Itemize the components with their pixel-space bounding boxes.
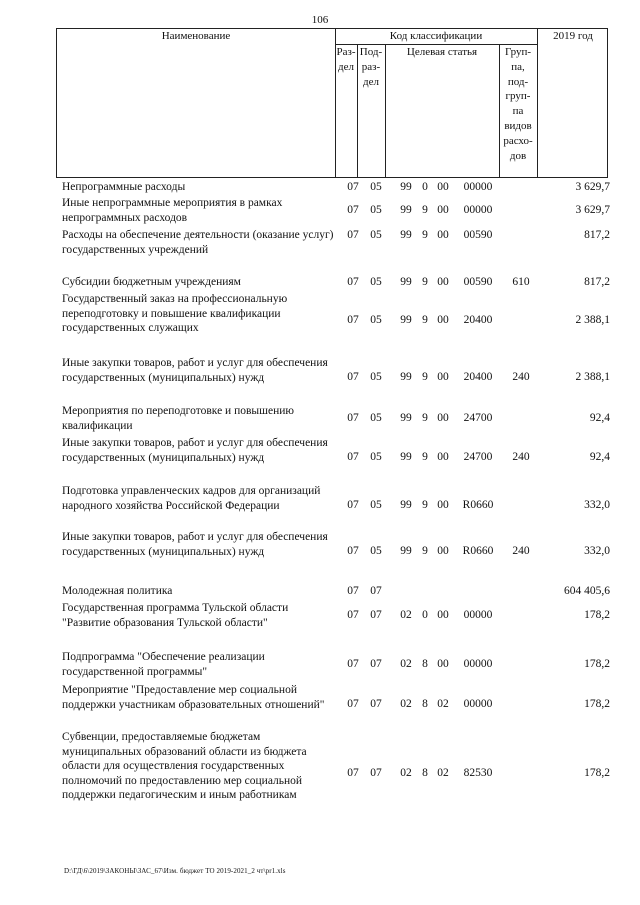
row-code-r: 07 — [347, 371, 359, 383]
row-name: Подпрограмма "Обеспечение реализации государственной программы" — [62, 651, 265, 678]
row-code-t2: 8 — [422, 767, 428, 779]
header-target: Целевая статья — [406, 46, 478, 58]
row-name: Иные закупки товаров, работ и услуг для обеспечения государственных (муниципальных) нужд — [62, 531, 328, 558]
row-code-t2: 9 — [422, 545, 428, 557]
row-code-t4: 00000 — [463, 181, 493, 193]
row-code-t4: 24700 — [463, 412, 493, 424]
row-code-r: 07 — [347, 229, 359, 241]
row-code-p: 05 — [370, 412, 382, 424]
row-code-r: 07 — [347, 698, 359, 710]
row-name: Государственная программа Тульской области "Развитие образования Тульской области" — [62, 602, 289, 629]
row-code-t2: 9 — [422, 276, 428, 288]
row-name: Иные закупки товаров, работ и услуг для обеспечения государственных (муниципальных) нужд — [62, 357, 328, 384]
row-code-t3: 00 — [437, 499, 449, 511]
row-code-t3: 00 — [437, 412, 449, 424]
row-amount: 817,2 — [584, 229, 610, 241]
row-code-t2: 9 — [422, 204, 428, 216]
row-code-t3: 00 — [437, 314, 449, 326]
row-name: Молодежная политика — [62, 585, 173, 597]
row-amount: 178,2 — [584, 609, 610, 621]
row-code-t4: 24700 — [463, 451, 493, 463]
row-code-r: 07 — [347, 181, 359, 193]
header-razdel: Раз- дел — [336, 46, 356, 73]
page-number: 106 — [311, 14, 329, 26]
row-name: Мероприятия по переподготовке и повышению квалификации — [62, 405, 294, 432]
file-path-footer: D:\ГД\6\2019\ЗАКОНЫ\ЗАС_67\Изм. бюджет ТО 2019-2021_2 чт\pr1.xls — [64, 867, 286, 875]
row-name: Расходы на обеспечение деятельности (оказание услуг) государственных учреждений — [62, 229, 334, 256]
row-amount: 2 388,1 — [575, 371, 610, 383]
row-code-t1: 02 — [400, 609, 412, 621]
row-code-t2: 9 — [422, 412, 428, 424]
row-code-g: 240 — [512, 371, 530, 383]
row-amount: 178,2 — [584, 698, 610, 710]
row-amount: 3 629,7 — [575, 181, 610, 193]
row-code-t4: 00000 — [463, 204, 493, 216]
row-code-t3: 00 — [437, 276, 449, 288]
row-code-t3: 00 — [437, 545, 449, 557]
row-code-t2: 9 — [422, 314, 428, 326]
row-code-p: 05 — [370, 451, 382, 463]
row-code-p: 05 — [370, 229, 382, 241]
row-code-t3: 00 — [437, 658, 449, 670]
row-code-r: 07 — [347, 585, 359, 597]
header-name: Наименование — [161, 30, 231, 42]
header-year: 2019 год — [553, 30, 593, 42]
row-name: Мероприятие "Предоставление мер социальной поддержки участникам образовательных отношений" — [62, 684, 325, 711]
row-code-t3: 00 — [437, 229, 449, 241]
row-code-t4: 00000 — [463, 658, 493, 670]
row-code-t1: 99 — [400, 451, 412, 463]
row-code-t4: 82530 — [463, 767, 493, 779]
row-code-t4: 00590 — [463, 229, 493, 241]
row-code-t1: 99 — [400, 181, 412, 193]
row-code-t1: 99 — [400, 412, 412, 424]
row-code-t3: 00 — [437, 204, 449, 216]
row-code-p: 07 — [370, 609, 382, 621]
row-code-r: 07 — [347, 412, 359, 424]
row-code-t4: 00590 — [463, 276, 493, 288]
row-code-p: 05 — [370, 371, 382, 383]
row-amount: 178,2 — [584, 767, 610, 779]
row-code-r: 07 — [347, 451, 359, 463]
row-code-r: 07 — [347, 545, 359, 557]
row-amount: 3 629,7 — [575, 204, 610, 216]
row-code-t2: 0 — [422, 181, 428, 193]
row-code-p: 05 — [370, 545, 382, 557]
row-code-p: 05 — [370, 181, 382, 193]
row-code-t2: 8 — [422, 658, 428, 670]
row-code-t4: R0660 — [462, 499, 494, 511]
row-code-g: 610 — [512, 276, 530, 288]
row-name: Государственный заказ на профессиональную переподготовку и повышение квалификации государственных служащих — [62, 293, 288, 335]
row-code-t4: 20400 — [463, 371, 493, 383]
row-code-t3: 00 — [437, 609, 449, 621]
row-code-t2: 9 — [422, 229, 428, 241]
row-amount: 2 388,1 — [575, 314, 610, 326]
row-code-t4: R0660 — [462, 545, 494, 557]
row-name: Иные непрограммные мероприятия в рамках непрограммных расходов — [62, 197, 283, 224]
row-code-t4: 00000 — [463, 698, 493, 710]
row-code-r: 07 — [347, 609, 359, 621]
row-code-t1: 99 — [400, 499, 412, 511]
row-name: Подготовка управленческих кадров для организаций народного хозяйства Российской Федерации — [62, 485, 321, 512]
row-code-t1: 99 — [400, 545, 412, 557]
row-code-p: 05 — [370, 204, 382, 216]
row-code-t2: 9 — [422, 371, 428, 383]
row-name: Субвенции, предоставляемые бюджетам муниципальных образований области из бюджета области для осуществления государственных полномочий по предоставлению мер социальной поддержки педагогическим и иным работникам — [62, 731, 307, 802]
row-amount: 332,0 — [584, 499, 610, 511]
row-code-p: 05 — [370, 314, 382, 326]
row-code-t3: 00 — [437, 181, 449, 193]
row-amount: 92,4 — [589, 412, 610, 424]
row-code-p: 07 — [370, 698, 382, 710]
row-code-t1: 99 — [400, 204, 412, 216]
row-code-r: 07 — [347, 314, 359, 326]
row-code-t4: 00000 — [463, 609, 493, 621]
row-name: Непрограммные расходы — [62, 181, 186, 193]
row-code-t2: 8 — [422, 698, 428, 710]
row-code-t3: 02 — [437, 698, 449, 710]
row-code-p: 07 — [370, 585, 382, 597]
row-code-p: 05 — [370, 499, 382, 511]
row-code-g: 240 — [512, 545, 530, 557]
table-header — [56, 28, 608, 178]
row-code-p: 05 — [370, 276, 382, 288]
row-code-t1: 99 — [400, 371, 412, 383]
row-code-t1: 02 — [400, 767, 412, 779]
row-code-t1: 02 — [400, 698, 412, 710]
row-code-p: 07 — [370, 658, 382, 670]
row-code-r: 07 — [347, 204, 359, 216]
row-code-t1: 99 — [400, 314, 412, 326]
row-code-t2: 9 — [422, 451, 428, 463]
row-code-p: 07 — [370, 767, 382, 779]
row-code-r: 07 — [347, 767, 359, 779]
row-code-t4: 20400 — [463, 314, 493, 326]
row-code-r: 07 — [347, 658, 359, 670]
row-amount: 178,2 — [584, 658, 610, 670]
header-code: Код классификации — [389, 30, 483, 42]
row-code-t1: 02 — [400, 658, 412, 670]
row-code-t1: 99 — [400, 276, 412, 288]
row-amount: 604 405,6 — [564, 585, 610, 597]
row-code-t3: 00 — [437, 451, 449, 463]
row-name: Субсидии бюджетным учреждениям — [62, 276, 241, 288]
row-code-t2: 0 — [422, 609, 428, 621]
row-code-r: 07 — [347, 276, 359, 288]
row-code-t2: 9 — [422, 499, 428, 511]
row-amount: 92,4 — [589, 451, 610, 463]
row-amount: 332,0 — [584, 545, 610, 557]
row-code-t3: 02 — [437, 767, 449, 779]
header-group: Груп- па, под- груп- па видов расхо- дов — [503, 46, 533, 162]
row-amount: 817,2 — [584, 276, 610, 288]
row-code-g: 240 — [512, 451, 530, 463]
row-code-t3: 00 — [437, 371, 449, 383]
row-name: Иные закупки товаров, работ и услуг для обеспечения государственных (муниципальных) нужд — [62, 437, 328, 464]
row-code-t1: 99 — [400, 229, 412, 241]
row-code-r: 07 — [347, 499, 359, 511]
header-podrazdel: Под- раз- дел — [359, 46, 383, 88]
